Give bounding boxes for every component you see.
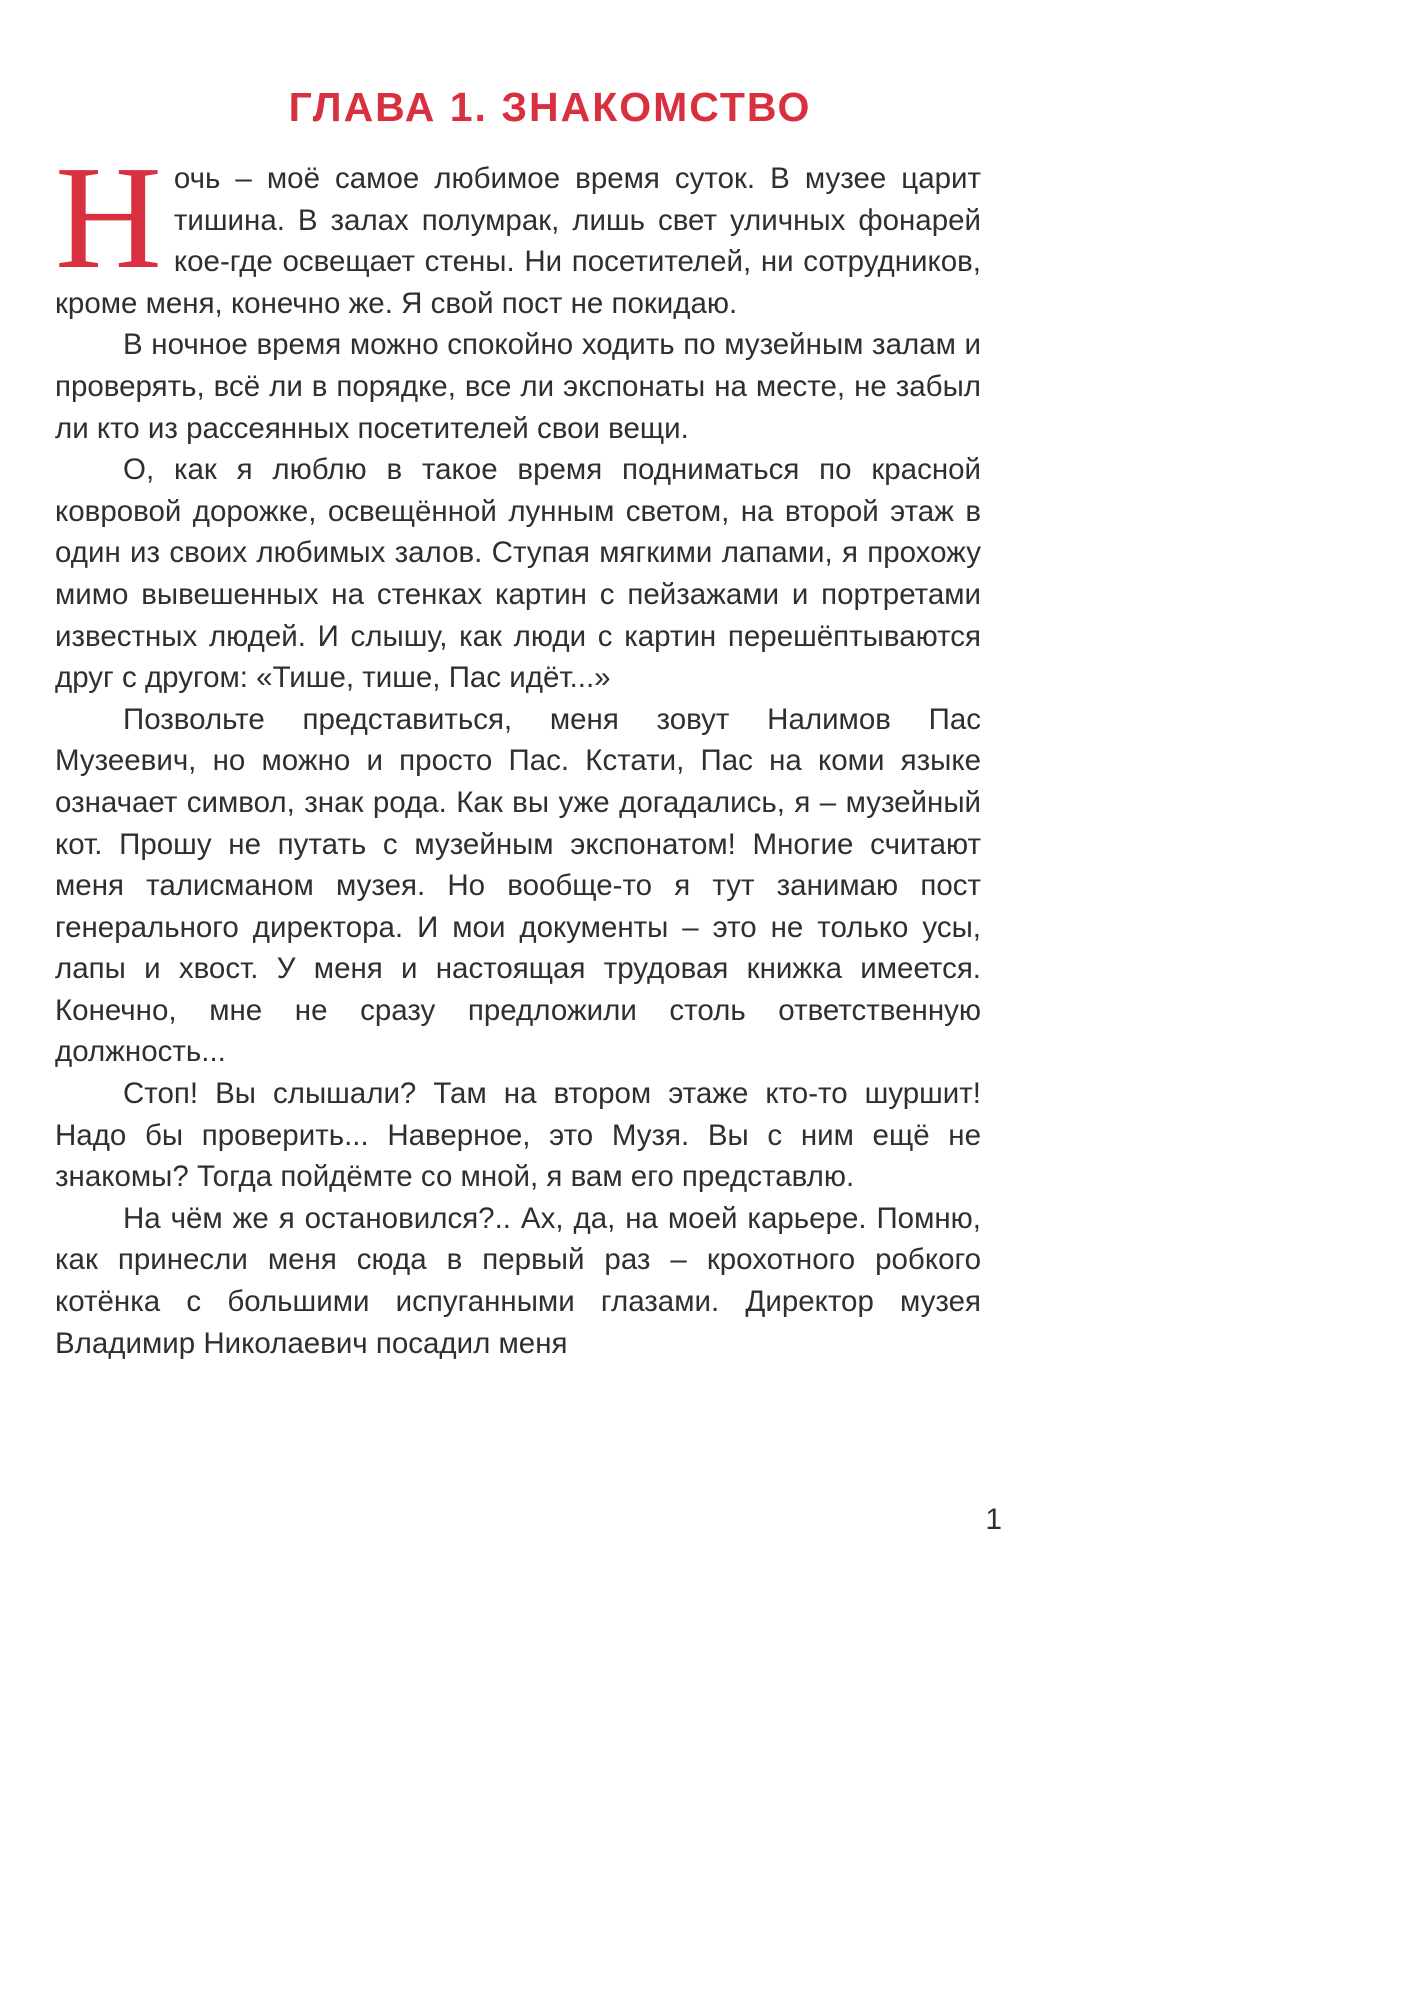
chapter-body bbox=[55, 136, 981, 1364]
paragraph-5: Стоп! Вы слышали? Там на втором этаже кто-то шуршит! Надо бы проверить... Наверное, это Музя. Вы с ним ещё не знакомы? Тогда пойдёмте со мной, я вам его представлю. bbox=[55, 1077, 981, 1194]
paragraph-2: В ночное время можно спокойно ходить по музейным залам и проверять, всё ли в порядке, все ли экспонаты на месте, не забыл ли кто из рассеянных посетителей свои вещи. bbox=[55, 328, 981, 445]
paragraph-1 bbox=[55, 136, 981, 324]
drop-cap-letter: Н bbox=[55, 136, 162, 300]
paragraph-6: На чём же я остановился?.. Ах, да, на моей карьере. Помню, как принесли меня сюда в первый раз – крохотного робкого котёнка с большими испуганными глазами. Директор музея Владимир Николаевич посадил меня bbox=[55, 1201, 981, 1360]
paragraph-1-text: очь – моё самое любимое время суток. В музее царит тишина. В залах полумрак, лишь свет уличных фонарей кое-где освещает стены. Ни посетителей, ни сотрудников, кроме меня, конечно же. Я свой пост не покидаю. bbox=[55, 162, 981, 320]
paragraph-3: О, как я люблю в такое время подниматься по красной ковровой дорожке, освещённой лунным светом, на второй этаж в один из своих любимых залов. Ступая мягкими лапами, я прохожу мимо вывешенных на стенках картин с пейзажами и портретами известных людей. И слышу, как люди с картин перешёптываются друг с другом: «Тише, тише, Пас идёт...» bbox=[55, 453, 981, 695]
chapter-title: ГЛАВА 1. ЗНАКОМСТВО bbox=[288, 84, 812, 130]
paragraph-4: Позвольте представиться, меня зовут Налимов Пас Музеевич, но можно и просто Пас. Кстати, Пас на коми языке означает символ, знак рода. Как вы уже догадались, я – музейный кот. Прошу не путать с музейным экспонатом! Многие считают меня талисманом музея. Но вообще-то я тут занимаю пост генерального директора. И мои документы – это не только усы, лапы и хвост. У меня и настоящая трудовая книжка имеется. Конечно, мне не сразу предложили столь ответственную должность... bbox=[55, 702, 981, 1069]
page-number: 1 bbox=[985, 1503, 1002, 1536]
